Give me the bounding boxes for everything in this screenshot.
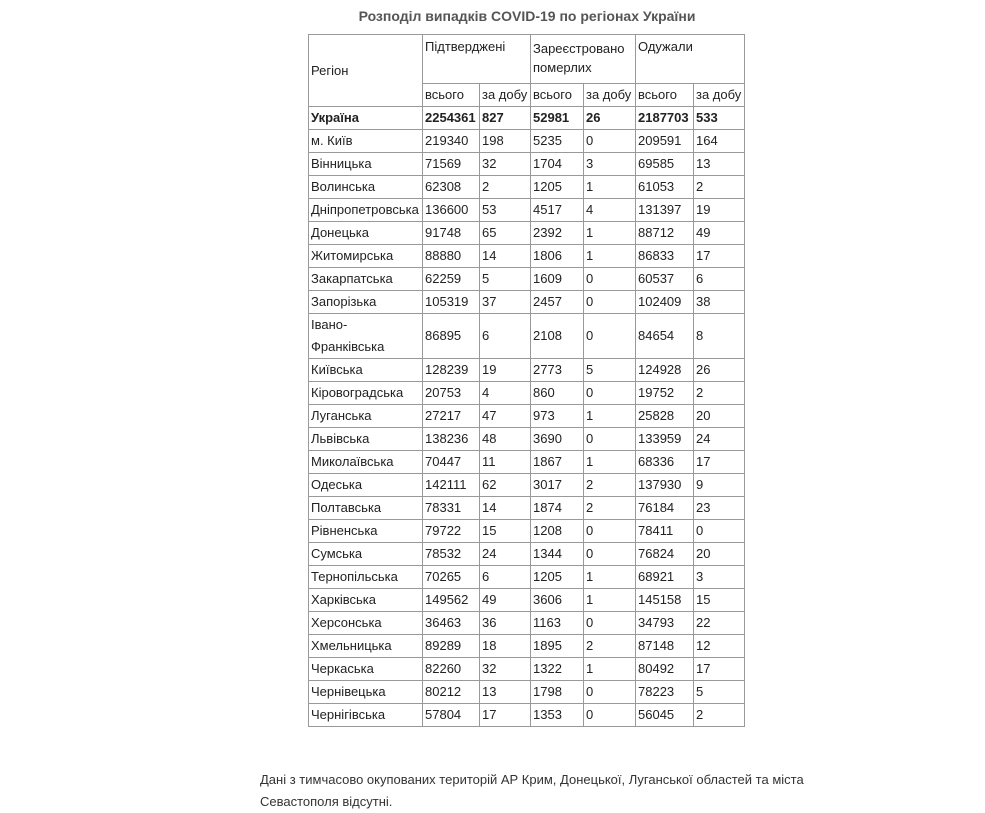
cell-confirmed-daily: 53 (480, 199, 531, 222)
cell-deaths-daily: 1 (584, 451, 636, 474)
cell-confirmed-total: 86895 (423, 314, 480, 359)
cell-confirmed-total: 70447 (423, 451, 480, 474)
cell-region: Чернігівська (309, 704, 423, 727)
cell-recovered-daily: 12 (694, 635, 745, 658)
cell-confirmed-daily: 32 (480, 153, 531, 176)
cell-region: Харківська (309, 589, 423, 612)
cell-recovered-total: 78223 (636, 681, 694, 704)
cell-deaths-daily: 1 (584, 176, 636, 199)
cell-region: Миколаївська (309, 451, 423, 474)
table-row (309, 245, 745, 268)
cell-recovered-total: 69585 (636, 153, 694, 176)
cell-recovered-daily: 19 (694, 199, 745, 222)
cell-region: Івано-Франківська (309, 314, 423, 359)
header-recovered-total: всього (636, 84, 694, 107)
cell-confirmed-daily: 62 (480, 474, 531, 497)
cell-confirmed-total: 36463 (423, 612, 480, 635)
cell-deaths-total: 1704 (531, 153, 584, 176)
header-confirmed-total: всього (423, 84, 480, 107)
cell-confirmed-daily: 4 (480, 382, 531, 405)
cell-recovered-total: 209591 (636, 130, 694, 153)
cell-confirmed-daily: 15 (480, 520, 531, 543)
table-row (309, 382, 745, 405)
cell-region: м. Київ (309, 130, 423, 153)
cell-confirmed-total: 62308 (423, 176, 480, 199)
cell-deaths-daily: 0 (584, 612, 636, 635)
cell-deaths-daily: 1 (584, 245, 636, 268)
cell-recovered-total: 56045 (636, 704, 694, 727)
cell-confirmed-daily: 24 (480, 543, 531, 566)
cell-region: Донецька (309, 222, 423, 245)
cell-deaths-total: 1208 (531, 520, 584, 543)
cell-confirmed-daily: 13 (480, 681, 531, 704)
cell-recovered-total: 124928 (636, 359, 694, 382)
page-title: Розподіл випадків COVID-19 по регіонах України (358, 8, 696, 24)
cell-confirmed-daily: 6 (480, 566, 531, 589)
cell-confirmed-total: 78532 (423, 543, 480, 566)
cell-confirmed-total: 57804 (423, 704, 480, 727)
cell-confirmed-total: 2254361 (423, 107, 480, 130)
cell-deaths-daily: 0 (584, 704, 636, 727)
cell-deaths-total: 973 (531, 405, 584, 428)
table-row (309, 589, 745, 612)
table-row (309, 497, 745, 520)
cell-deaths-total: 4517 (531, 199, 584, 222)
cell-confirmed-total: 82260 (423, 658, 480, 681)
cell-region: Сумська (309, 543, 423, 566)
cell-recovered-total: 61053 (636, 176, 694, 199)
cell-confirmed-daily: 19 (480, 359, 531, 382)
cell-deaths-daily: 0 (584, 130, 636, 153)
cell-region: Вінницька (309, 153, 423, 176)
cell-deaths-total: 1353 (531, 704, 584, 727)
cell-confirmed-daily: 18 (480, 635, 531, 658)
cell-deaths-daily: 2 (584, 635, 636, 658)
cell-region: Україна (309, 107, 423, 130)
cell-deaths-daily: 2 (584, 497, 636, 520)
cell-region: Тернопільська (309, 566, 423, 589)
cell-recovered-daily: 17 (694, 451, 745, 474)
cell-recovered-daily: 22 (694, 612, 745, 635)
cell-deaths-daily: 0 (584, 314, 636, 359)
cell-recovered-total: 84654 (636, 314, 694, 359)
cell-region: Київська (309, 359, 423, 382)
cell-recovered-total: 87148 (636, 635, 694, 658)
cell-recovered-daily: 24 (694, 428, 745, 451)
header-region: Регіон (309, 35, 423, 107)
cell-region: Одеська (309, 474, 423, 497)
cell-deaths-daily: 1 (584, 589, 636, 612)
cell-region: Херсонська (309, 612, 423, 635)
cell-confirmed-total: 149562 (423, 589, 480, 612)
cell-deaths-total: 2773 (531, 359, 584, 382)
cell-confirmed-total: 219340 (423, 130, 480, 153)
cell-recovered-total: 34793 (636, 612, 694, 635)
cell-deaths-total: 1205 (531, 176, 584, 199)
cell-recovered-daily: 9 (694, 474, 745, 497)
cell-confirmed-total: 79722 (423, 520, 480, 543)
cell-recovered-daily: 5 (694, 681, 745, 704)
cell-region: Луганська (309, 405, 423, 428)
table-row (309, 474, 745, 497)
cell-deaths-total: 5235 (531, 130, 584, 153)
cell-recovered-total: 88712 (636, 222, 694, 245)
table-row (309, 704, 745, 727)
cell-confirmed-daily: 5 (480, 268, 531, 291)
cell-deaths-daily: 1 (584, 566, 636, 589)
cell-deaths-total: 1609 (531, 268, 584, 291)
cell-deaths-total: 860 (531, 382, 584, 405)
cell-confirmed-daily: 36 (480, 612, 531, 635)
cell-confirmed-daily: 14 (480, 245, 531, 268)
cell-deaths-total: 1806 (531, 245, 584, 268)
cell-deaths-total: 1895 (531, 635, 584, 658)
cell-recovered-daily: 0 (694, 520, 745, 543)
cell-confirmed-daily: 198 (480, 130, 531, 153)
cell-deaths-total: 1344 (531, 543, 584, 566)
cell-recovered-daily: 13 (694, 153, 745, 176)
cell-region: Волинська (309, 176, 423, 199)
header-deaths-daily: за добу (584, 84, 636, 107)
cell-recovered-daily: 17 (694, 658, 745, 681)
cell-recovered-total: 68336 (636, 451, 694, 474)
covid-regions-table (308, 34, 745, 727)
table-row (309, 612, 745, 635)
cell-deaths-total: 2457 (531, 291, 584, 314)
cell-confirmed-total: 128239 (423, 359, 480, 382)
header-recovered: Одужали (636, 35, 745, 84)
cell-recovered-daily: 38 (694, 291, 745, 314)
cell-deaths-daily: 1 (584, 405, 636, 428)
cell-recovered-daily: 23 (694, 497, 745, 520)
cell-confirmed-total: 78331 (423, 497, 480, 520)
cell-deaths-total: 52981 (531, 107, 584, 130)
cell-confirmed-total: 27217 (423, 405, 480, 428)
cell-region: Закарпатська (309, 268, 423, 291)
cell-deaths-daily: 4 (584, 199, 636, 222)
table-row (309, 268, 745, 291)
header-deaths: Зареєстровано померлих (531, 35, 636, 84)
cell-recovered-daily: 2 (694, 382, 745, 405)
cell-deaths-daily: 0 (584, 543, 636, 566)
header-row-groups (309, 35, 745, 84)
cell-region: Черкаська (309, 658, 423, 681)
cell-deaths-total: 1867 (531, 451, 584, 474)
table-row (309, 681, 745, 704)
cell-region: Кіровоградська (309, 382, 423, 405)
cell-region: Запорізька (309, 291, 423, 314)
cell-recovered-total: 68921 (636, 566, 694, 589)
cell-deaths-total: 2108 (531, 314, 584, 359)
cell-deaths-total: 2392 (531, 222, 584, 245)
cell-region: Чернівецька (309, 681, 423, 704)
cell-recovered-total: 76184 (636, 497, 694, 520)
cell-recovered-total: 19752 (636, 382, 694, 405)
cell-recovered-total: 131397 (636, 199, 694, 222)
cell-confirmed-total: 80212 (423, 681, 480, 704)
cell-recovered-daily: 8 (694, 314, 745, 359)
cell-recovered-total: 76824 (636, 543, 694, 566)
table-row (309, 153, 745, 176)
table-row (309, 451, 745, 474)
cell-deaths-daily: 0 (584, 428, 636, 451)
cell-recovered-total: 2187703 (636, 107, 694, 130)
table-row (309, 566, 745, 589)
cell-deaths-daily: 1 (584, 658, 636, 681)
table-row (309, 635, 745, 658)
table-row (309, 199, 745, 222)
cell-confirmed-daily: 37 (480, 291, 531, 314)
table-row (309, 176, 745, 199)
table-row (309, 314, 745, 359)
table-row (309, 428, 745, 451)
cell-deaths-daily: 26 (584, 107, 636, 130)
cell-recovered-total: 137930 (636, 474, 694, 497)
cell-confirmed-daily: 65 (480, 222, 531, 245)
cell-confirmed-total: 89289 (423, 635, 480, 658)
header-recovered-daily: за добу (694, 84, 745, 107)
cell-recovered-daily: 17 (694, 245, 745, 268)
cell-confirmed-total: 138236 (423, 428, 480, 451)
cell-region: Рівненська (309, 520, 423, 543)
cell-recovered-total: 60537 (636, 268, 694, 291)
table-row (309, 658, 745, 681)
cell-deaths-total: 3017 (531, 474, 584, 497)
cell-confirmed-total: 70265 (423, 566, 480, 589)
cell-confirmed-daily: 32 (480, 658, 531, 681)
cell-deaths-daily: 0 (584, 382, 636, 405)
cell-recovered-daily: 3 (694, 566, 745, 589)
cell-recovered-daily: 533 (694, 107, 745, 130)
cell-deaths-daily: 0 (584, 291, 636, 314)
cell-confirmed-total: 62259 (423, 268, 480, 291)
cell-confirmed-total: 20753 (423, 382, 480, 405)
table-row (309, 520, 745, 543)
cell-region: Полтавська (309, 497, 423, 520)
cell-region: Житомирська (309, 245, 423, 268)
cell-deaths-daily: 2 (584, 474, 636, 497)
cell-confirmed-total: 136600 (423, 199, 480, 222)
cell-confirmed-daily: 827 (480, 107, 531, 130)
table-row-total (309, 107, 745, 130)
header-confirmed-daily: за добу (480, 84, 531, 107)
cell-recovered-total: 86833 (636, 245, 694, 268)
cell-deaths-daily: 0 (584, 520, 636, 543)
cell-confirmed-total: 105319 (423, 291, 480, 314)
table-row (309, 543, 745, 566)
cell-deaths-total: 1163 (531, 612, 584, 635)
cell-confirmed-total: 91748 (423, 222, 480, 245)
cell-recovered-total: 102409 (636, 291, 694, 314)
cell-confirmed-total: 88880 (423, 245, 480, 268)
cell-deaths-total: 3690 (531, 428, 584, 451)
cell-recovered-daily: 2 (694, 176, 745, 199)
cell-deaths-daily: 0 (584, 681, 636, 704)
cell-recovered-daily: 15 (694, 589, 745, 612)
cell-deaths-total: 1205 (531, 566, 584, 589)
cell-confirmed-daily: 6 (480, 314, 531, 359)
cell-recovered-total: 78411 (636, 520, 694, 543)
cell-recovered-total: 80492 (636, 658, 694, 681)
cell-confirmed-daily: 17 (480, 704, 531, 727)
cell-confirmed-daily: 48 (480, 428, 531, 451)
cell-recovered-daily: 20 (694, 543, 745, 566)
cell-deaths-daily: 1 (584, 222, 636, 245)
cell-region: Дніпропетровська (309, 199, 423, 222)
cell-recovered-daily: 20 (694, 405, 745, 428)
cell-recovered-total: 133959 (636, 428, 694, 451)
cell-recovered-total: 145158 (636, 589, 694, 612)
occupied-territories-note: Дані з тимчасово окупованих територій АР Крим, Донецької, Луганської областей та міста Севастополя відсутні. (260, 772, 804, 809)
table-row (309, 222, 745, 245)
cell-recovered-daily: 164 (694, 130, 745, 153)
table-row (309, 359, 745, 382)
cell-deaths-total: 1798 (531, 681, 584, 704)
cell-confirmed-daily: 49 (480, 589, 531, 612)
cell-confirmed-daily: 2 (480, 176, 531, 199)
table-row (309, 130, 745, 153)
cell-confirmed-daily: 11 (480, 451, 531, 474)
cell-region: Львівська (309, 428, 423, 451)
table-row (309, 405, 745, 428)
cell-confirmed-total: 71569 (423, 153, 480, 176)
cell-recovered-daily: 26 (694, 359, 745, 382)
cell-region: Хмельницька (309, 635, 423, 658)
cell-deaths-daily: 5 (584, 359, 636, 382)
header-deaths-total: всього (531, 84, 584, 107)
cell-recovered-total: 25828 (636, 405, 694, 428)
cell-recovered-daily: 6 (694, 268, 745, 291)
cell-deaths-total: 3606 (531, 589, 584, 612)
header-confirmed: Підтверджені (423, 35, 531, 84)
cell-deaths-total: 1322 (531, 658, 584, 681)
cell-deaths-total: 1874 (531, 497, 584, 520)
cell-confirmed-daily: 14 (480, 497, 531, 520)
cell-deaths-daily: 0 (584, 268, 636, 291)
cell-confirmed-total: 142111 (423, 474, 480, 497)
table-row (309, 291, 745, 314)
cell-recovered-daily: 2 (694, 704, 745, 727)
cell-deaths-daily: 3 (584, 153, 636, 176)
cell-recovered-daily: 49 (694, 222, 745, 245)
cell-confirmed-daily: 47 (480, 405, 531, 428)
